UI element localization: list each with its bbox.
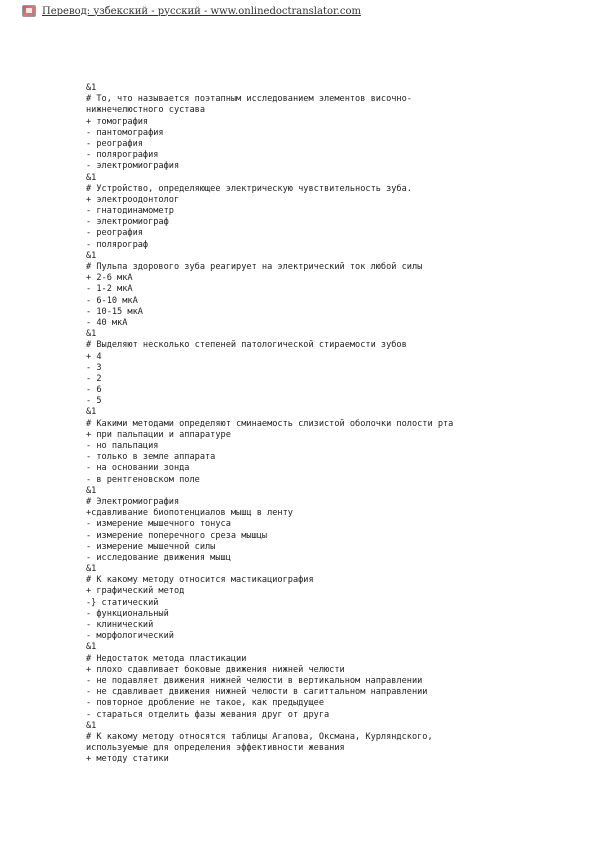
translator-logo-icon bbox=[22, 5, 36, 17]
section-marker: &1 bbox=[86, 642, 97, 653]
section-marker: &1 bbox=[86, 485, 97, 496]
wrong-answer-line: - электромиограф bbox=[86, 217, 169, 228]
correct-answer-line: + графический метод bbox=[86, 586, 185, 597]
wrong-answer-line: - исследование движения мышц bbox=[86, 552, 231, 563]
section-marker: &1 bbox=[86, 250, 97, 261]
wrong-answer-line: - полярограф bbox=[86, 239, 149, 250]
wrong-answer-line: -} статический bbox=[86, 597, 159, 608]
wrong-answer-line: - гнатодинамометр bbox=[86, 206, 174, 217]
correct-answer-line: + 2-6 мкА bbox=[86, 273, 133, 284]
wrong-answer-line: - реография bbox=[86, 138, 143, 149]
wrong-answer-line: - повторное дробление не такое, как предыдущее bbox=[86, 698, 324, 709]
wrong-answer-line: - на основании зонда bbox=[86, 463, 190, 474]
wrong-answer-line: - 3 bbox=[86, 362, 102, 373]
correct-answer-line: + электроодонтолог bbox=[86, 194, 180, 205]
wrong-answer-line: - 1-2 мкА bbox=[86, 284, 133, 295]
wrong-answer-line: - в рентгеновском поле bbox=[86, 474, 200, 485]
wrong-answer-line: - морфологический bbox=[86, 631, 174, 642]
question-line: # К какому методу относятся таблицы Агапова, Оксмана, Курляндского, bbox=[86, 731, 433, 742]
section-marker: &1 bbox=[86, 172, 97, 183]
section-marker: &1 bbox=[86, 83, 97, 93]
text-line: нижнечелюстного сустава bbox=[86, 105, 205, 116]
wrong-answer-line: - измерение мышечной силы bbox=[86, 541, 216, 552]
correct-answer-line: + при пальпации и аппаратуре bbox=[86, 429, 231, 440]
wrong-answer-line: - только в земле аппарата bbox=[86, 452, 216, 463]
translator-header bbox=[22, 3, 361, 19]
correct-answer-line: + томография bbox=[86, 116, 149, 127]
document-body bbox=[86, 83, 556, 765]
correct-answer-line: +сдавливание биопотенциалов мышц в ленту bbox=[86, 508, 293, 519]
wrong-answer-line: - пантомография bbox=[86, 127, 164, 138]
wrong-answer-line: - 2 bbox=[86, 373, 102, 384]
wrong-answer-line: - не подавляет движения нижней челюсти в вертикальном направлении bbox=[86, 675, 423, 686]
wrong-answer-line: - 6 bbox=[86, 385, 102, 396]
wrong-answer-line: - 40 мкА bbox=[86, 317, 128, 328]
wrong-answer-line: - 10-15 мкА bbox=[86, 306, 143, 317]
section-marker: &1 bbox=[86, 720, 97, 731]
wrong-answer-line: - 5 bbox=[86, 396, 102, 407]
wrong-answer-line: - полярография bbox=[86, 150, 159, 161]
wrong-answer-line: - измерение поперечного среза мышцы bbox=[86, 530, 268, 541]
correct-answer-line: + 4 bbox=[86, 351, 102, 362]
section-marker: &1 bbox=[86, 407, 97, 418]
question-line: # То, что называется поэтапным исследованием элементов височно- bbox=[86, 94, 412, 105]
correct-answer-line: + методу статики bbox=[86, 754, 169, 765]
question-line: # Какими методами определяют сминаемость слизистой оболочки полости рта bbox=[86, 418, 454, 429]
question-line: # Пульпа здорового зуба реагирует на электрический ток любой силы bbox=[86, 262, 423, 272]
text-line: используемые для определения эффективности жевания bbox=[86, 743, 345, 754]
section-marker: &1 bbox=[86, 564, 97, 575]
wrong-answer-line: - реография bbox=[86, 228, 143, 239]
question-line: # Выделяют несколько степеней патологической стираемости зубов bbox=[86, 340, 407, 351]
wrong-answer-line: - клинический bbox=[86, 620, 154, 630]
section-marker: &1 bbox=[86, 329, 97, 340]
wrong-answer-line: - стараться отделить фазы жевания друг от друга bbox=[86, 709, 330, 720]
question-line: # Устройство, определяющее электрическую чувствительность зуба. bbox=[86, 183, 412, 194]
correct-answer-line: + плохо сдавливает боковые движения нижней челюсти bbox=[86, 664, 345, 675]
question-line: # Недостаток метода пластикации bbox=[86, 653, 247, 664]
wrong-answer-line: - электромиография bbox=[86, 161, 180, 172]
wrong-answer-line: - измерение мышечного тонуса bbox=[86, 519, 231, 530]
question-line: # К какому методу относится мастикациография bbox=[86, 575, 314, 586]
question-line: # Электромиография bbox=[86, 496, 180, 507]
wrong-answer-line: - не сдавливает движения нижней челюсти в сагиттальном направлении bbox=[86, 687, 428, 698]
wrong-answer-line: - функциональный bbox=[86, 608, 169, 619]
translator-link[interactable]: Перевод: узбекский - русский - www.onlinedoctranslator.com bbox=[42, 5, 361, 17]
wrong-answer-line: - но пальпация bbox=[86, 441, 159, 451]
wrong-answer-line: - 6-10 мкА bbox=[86, 295, 138, 306]
